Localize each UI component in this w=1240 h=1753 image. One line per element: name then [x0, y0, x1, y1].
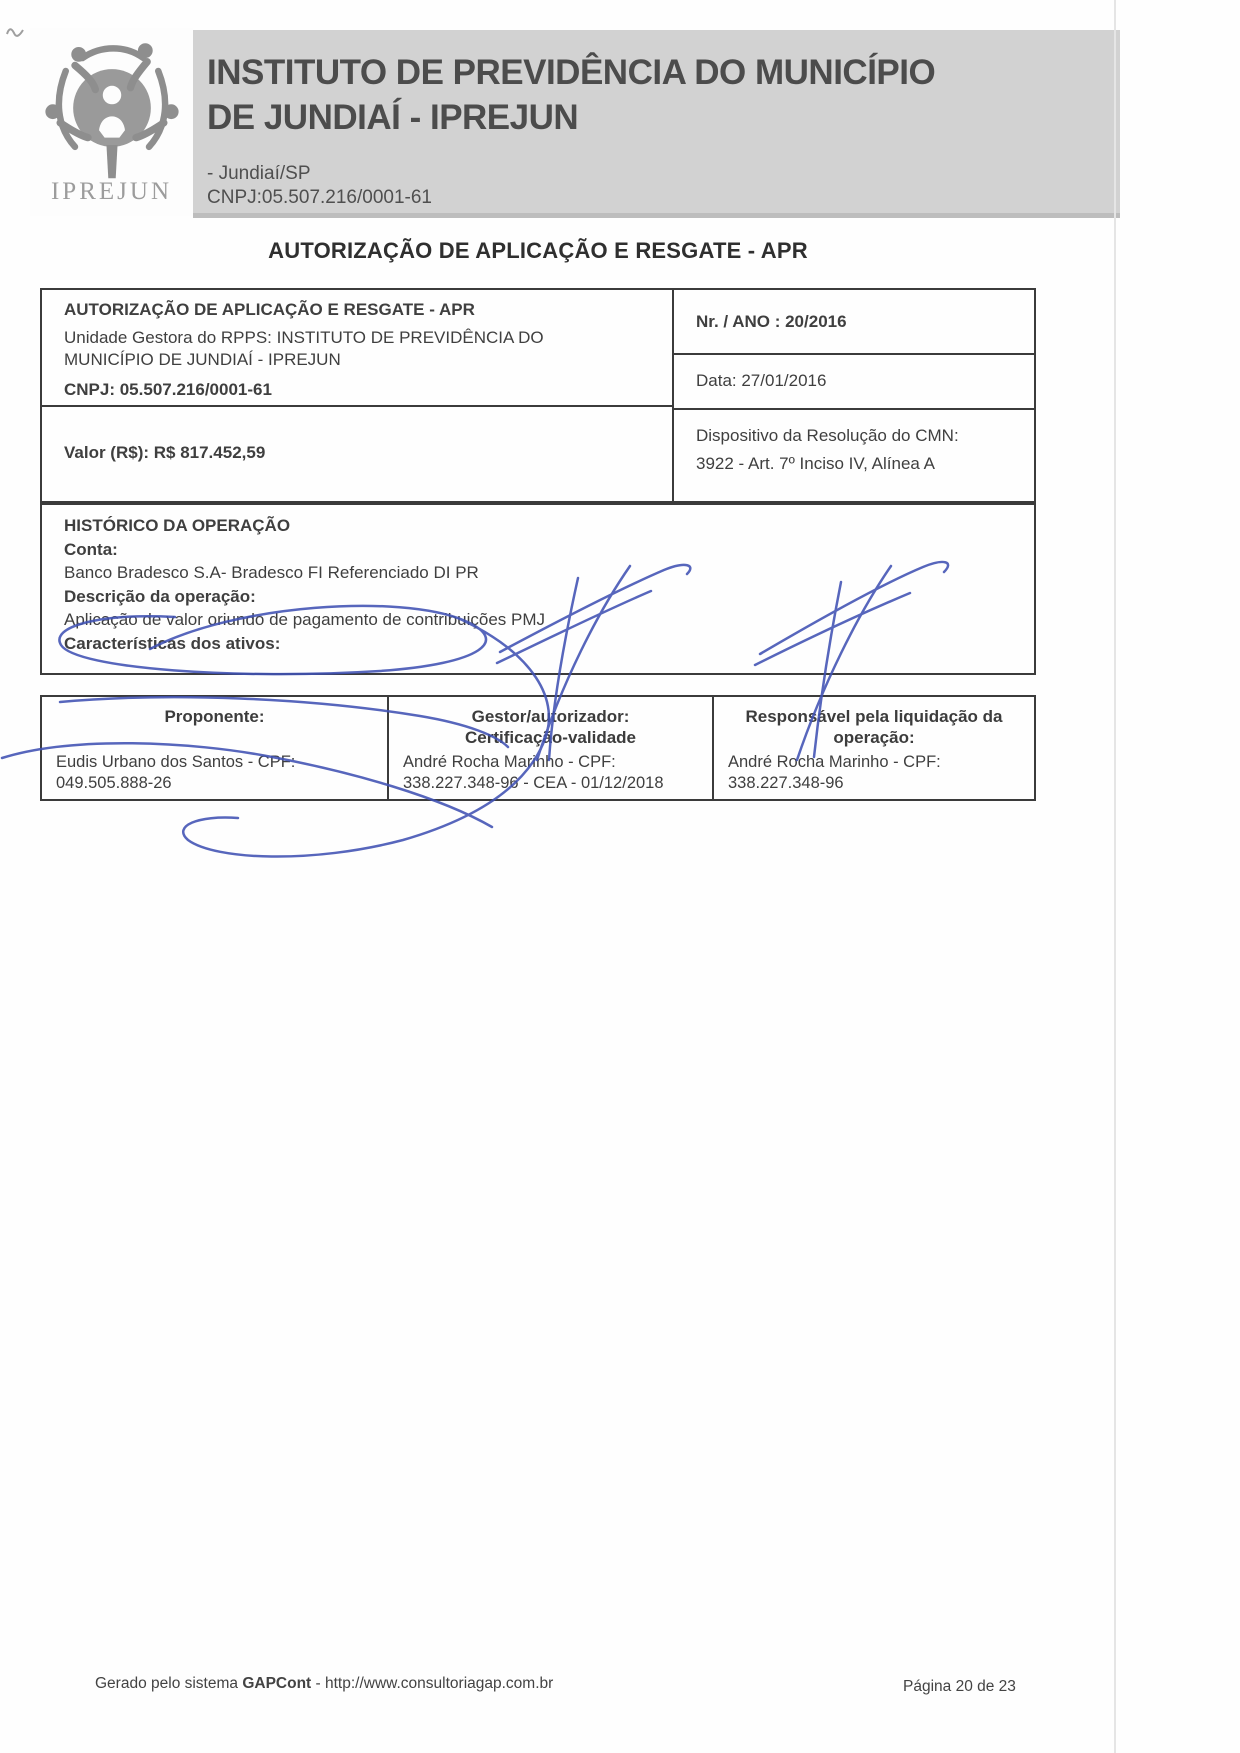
responsavel-name-block: André Rocha Marinho - CPF: 338.227.348-96 — [728, 753, 941, 792]
apr-info-table — [40, 288, 1036, 503]
valor-value: Valor (R$): R$ 817.452,59 — [64, 443, 266, 462]
gestor-name-block: André Rocha Marinho - CPF: 338.227.348-96 - CEA - 01/12/2018 — [403, 753, 664, 792]
footer-generator-note: Gerado pelo sistema GAPCont - http://www.consultoriagap.com.br — [95, 1675, 554, 1692]
cell-unidade-gestora — [42, 290, 672, 405]
proponente-name-block: Eudis Urbano dos Santos - CPF: 049.505.888-26 — [56, 753, 296, 792]
signature-cell-proponente — [42, 697, 387, 799]
conta-label: Conta: — [64, 539, 118, 559]
header-banner — [193, 30, 1120, 218]
conta-value: Banco Bradesco S.A- Bradesco FI Referenciado DI PR — [64, 563, 479, 582]
historico-operacao-box — [40, 503, 1036, 675]
institution-cnpj: CNPJ:05.507.216/0001-61 — [207, 187, 432, 208]
caracteristicas-label: Características dos ativos: — [64, 633, 281, 653]
dispositivo-value: 3922 - Art. 7º Inciso IV, Alínea A — [696, 454, 936, 473]
document-title: AUTORIZAÇÃO DE APLICAÇÃO E RESGATE - APR — [268, 238, 808, 263]
iprejun-people-globe-icon — [38, 34, 186, 182]
descricao-value: Aplicação de valor oriundo de pagamento de contribuições PMJ — [64, 610, 546, 629]
institution-location: - Jundiaí/SP — [207, 163, 311, 184]
dispositivo-label: Dispositivo da Resolução do CMN: — [696, 426, 959, 445]
unidade-gestora-line1: Unidade Gestora do RPPS: INSTITUTO DE PREVIDÊNCIA DO — [64, 328, 544, 347]
unidade-gestora-line2: MUNICÍPIO DE JUNDIAÍ - IPREJUN — [64, 350, 341, 369]
institution-title-line2: DE JUNDIAÍ - IPREJUN — [207, 98, 579, 137]
historico-title: HISTÓRICO DA OPERAÇÃO — [64, 516, 291, 535]
responsavel-role-label: Responsável pela liquidação da operação: — [745, 707, 1003, 747]
signature-cell-responsavel — [712, 697, 1034, 799]
gestor-role-label: Gestor/autorizador: Certificação-validade — [464, 707, 636, 747]
iprejun-logo — [30, 28, 193, 216]
nr-ano-value: Nr. / ANO : 20/2016 — [696, 311, 847, 331]
scan-page-edge-line — [1114, 0, 1116, 1753]
proponente-role-label: Proponente: — [164, 707, 265, 726]
signature-cell-gestor — [387, 697, 712, 799]
descricao-label: Descrição da operação: — [64, 586, 256, 606]
data-value: Data: 27/01/2016 — [696, 370, 827, 390]
page-number: Página 20 de 23 — [903, 1678, 1016, 1695]
pen-mark — [7, 29, 23, 36]
signature-table — [40, 695, 1036, 801]
cell-nr-ano — [674, 290, 1034, 353]
cell-data — [674, 353, 1034, 408]
cell-valor — [42, 405, 672, 501]
cnpj-value: CNPJ: 05.507.216/0001-61 — [64, 380, 272, 399]
logo-wordmark: IPREJUN — [50, 178, 172, 205]
apr-header-label: AUTORIZAÇÃO DE APLICAÇÃO E RESGATE - APR — [64, 300, 475, 319]
cell-dispositivo — [674, 408, 1034, 501]
institution-title-line1: INSTITUTO DE PREVIDÊNCIA DO MUNICÍPIO — [207, 53, 936, 92]
